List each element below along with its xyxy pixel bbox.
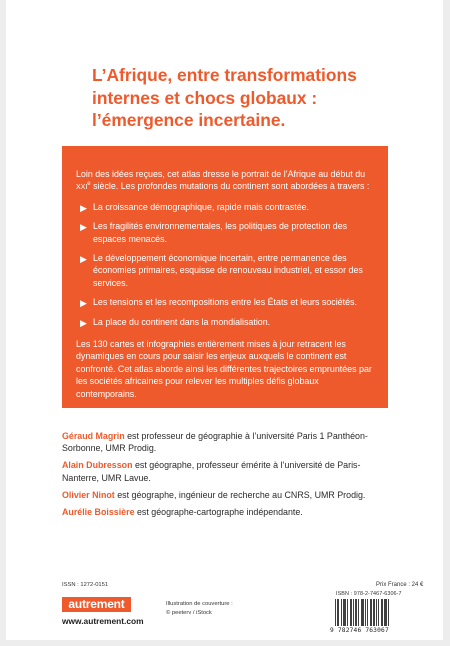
list-item xyxy=(76,316,374,328)
publisher-website[interactable]: www.autrement.com xyxy=(62,616,144,626)
headline-line-2: internes et chocs globaux : xyxy=(92,87,318,108)
author-bio: est géographe-cartographe indépendante. xyxy=(134,507,303,518)
century-superscript: e xyxy=(87,181,91,188)
triangle-bullet-icon: ▶ xyxy=(80,298,87,309)
topic-list xyxy=(76,201,374,328)
list-item xyxy=(76,252,374,289)
list-item xyxy=(76,220,374,245)
scan-edge-left xyxy=(0,0,6,646)
list-item xyxy=(76,296,374,308)
author-entry xyxy=(62,506,392,518)
cover-credits xyxy=(166,600,233,617)
author-bio: est géographe, professeur émérite à l’université de Paris-Nanterre, UMR Lavue. xyxy=(62,460,361,483)
list-item-text: La place du continent dans la mondialisation. xyxy=(93,316,271,327)
author-bio: est professeur de géographie à l’université Paris 1 Panthéon-Sorbonne, UMR Prodig. xyxy=(62,431,368,454)
author-name: Olivier Ninot xyxy=(62,489,115,500)
author-name: Géraud Magrin xyxy=(62,431,125,441)
barcode-digits: 9 782746 763067 xyxy=(330,627,389,634)
triangle-bullet-icon: ▶ xyxy=(80,202,87,213)
author-entry xyxy=(62,430,392,454)
author-name: Alain Dubresson xyxy=(62,460,133,471)
summary-closing: Les 130 cartes et infographies entièrement mises à jour retracent les dynamiques en cours pour saisir les enjeux auxquels le continent est confronté. Cet atlas aborde ainsi les différentes trajectoires empruntées par les sociétés africaines pour relever les multiples défis globaux contemporains. xyxy=(76,339,372,399)
author-entry xyxy=(62,459,392,483)
publisher-logo: autrement xyxy=(62,597,131,612)
barcode-icon xyxy=(335,599,389,626)
scan-edge-right xyxy=(443,0,450,646)
issn-label: ISSN : 1272-0151 xyxy=(62,582,109,588)
century-numeral: XXI xyxy=(76,184,88,192)
summary-intro xyxy=(76,168,374,195)
author-name: Aurélie Boissière xyxy=(62,507,135,518)
credit-line-2: © peeterv / iStock xyxy=(166,609,212,616)
intro-text-start: Loin des idées reçues, cet atlas dresse le portrait de l’Afrique au début du xyxy=(76,169,366,179)
list-item-text: Les tensions et les recompositions entre les États et leurs sociétés. xyxy=(93,297,357,308)
triangle-bullet-icon: ▶ xyxy=(80,317,87,328)
author-bio: est géographe, ingénieur de recherche au CNRS, UMR Prodig. xyxy=(114,489,366,500)
intro-text-end: siècle. Les profondes mutations du continent sont abordées à travers : xyxy=(90,181,370,192)
triangle-bullet-icon: ▶ xyxy=(80,222,87,233)
credit-line-1: Illustration de couverture : xyxy=(166,601,233,607)
list-item xyxy=(76,201,374,213)
summary-box xyxy=(62,146,388,408)
price-label: Prix France : 24 € xyxy=(376,582,424,588)
author-bios xyxy=(62,430,392,523)
triangle-bullet-icon: ▶ xyxy=(80,254,87,265)
list-item-text: La croissance démographique, rapide mais contrastée. xyxy=(93,201,310,212)
headline-line-3: l’émergence incertaine. xyxy=(92,110,286,130)
author-entry xyxy=(62,489,392,501)
list-item-text: Les fragilités environnementales, les politiques de protection des espaces menacés. xyxy=(93,221,348,244)
headline xyxy=(92,64,392,132)
scan-edge-bottom xyxy=(0,640,450,646)
headline-line-1: L’Afrique, entre transformations xyxy=(92,65,357,85)
list-item-text: Le développement économique incertain, entre permanence des économies primaires, esquisse de renouveau industriel, et essor des services. xyxy=(93,253,363,288)
isbn-label: ISBN : 978-2-7467-6306-7 xyxy=(336,591,402,597)
